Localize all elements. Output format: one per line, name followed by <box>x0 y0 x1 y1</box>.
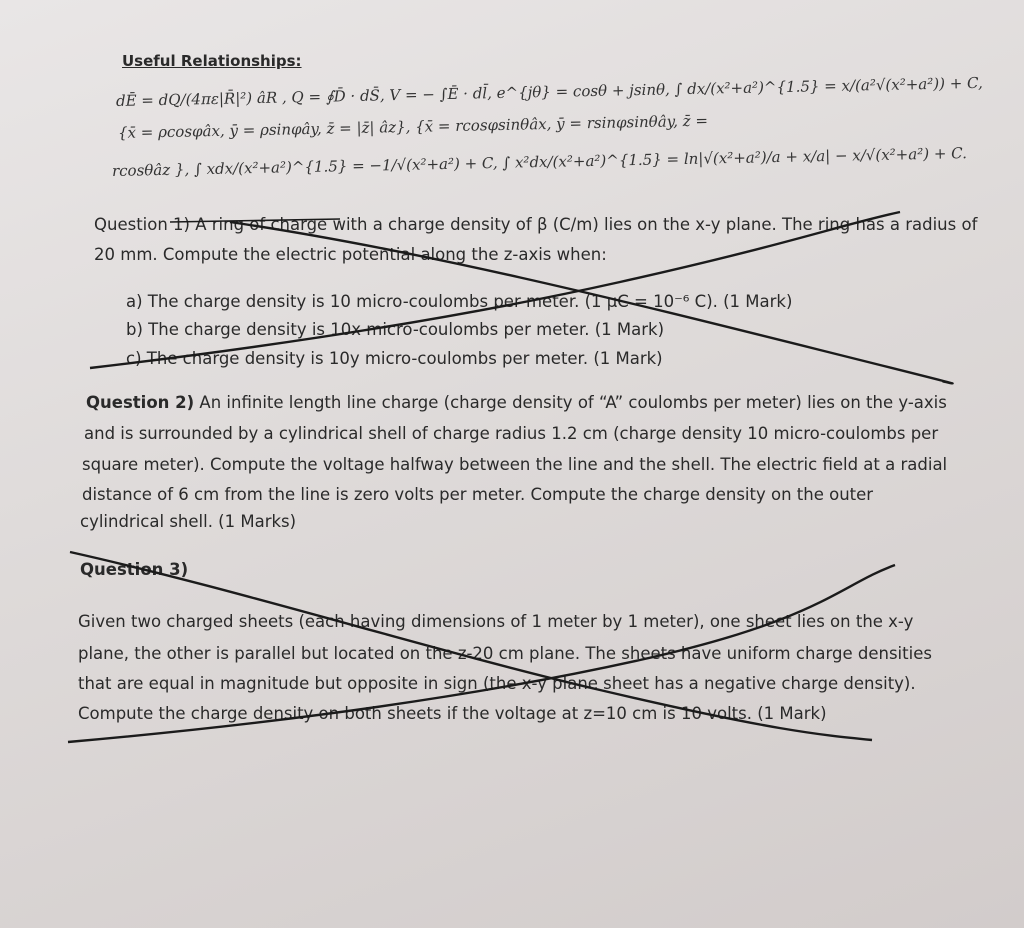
question-3-line-3: that are equal in magnitude but opposite in sign (the x-y plane sheet has a negative charge density). <box>78 674 916 693</box>
equation-line-3: rcosθâz }, ∫ xdx/(x²+a²)^{1.5} = −1/√(x²+a²) + C, ∫ x²dx/(x²+a²)^{1.5} = ln|√(x²+a²)/a + x/a| − x/√(x²+a²) + C. <box>111 144 968 180</box>
question-3-line-4: Compute the charge density on both sheets if the voltage at z=10 cm is 10 volts. (1 Mark) <box>78 704 827 723</box>
question-2-line-2: and is surrounded by a cylindrical shell of charge radius 1.2 cm (charge density 10 micro-coulombs per <box>84 424 939 443</box>
equation-line-2: {x̄ = ρcosφâx, ȳ = ρsinφây, z̄ = |z̄| âz}, {x̄ = rcosφsinθâx, ȳ = rsinφsinθây, z̄ = <box>117 111 709 142</box>
strike-q1-top <box>170 219 340 222</box>
question-2-line-3: square meter). Compute the voltage halfway between the line and the shell. The electric field at a radial <box>82 455 948 474</box>
question-2-label: Question 2) <box>86 393 195 412</box>
useful-relationships-heading: Useful Relationships: <box>122 52 302 70</box>
question-1-part-c: c) The charge density is 10y micro-coulombs per meter. (1 Mark) <box>126 349 663 368</box>
question-1-part-a: a) The charge density is 10 micro-coulombs per meter. (1 μC = 10⁻⁶ C). (1 Mark) <box>126 292 793 311</box>
strike-q3-descending <box>70 552 872 740</box>
strike-q3-ascending <box>68 565 895 742</box>
question-3-line-2: plane, the other is parallel but located on the z-20 cm plane. The sheets have uniform charge densities <box>78 644 932 663</box>
question-3-label: Question 3) <box>80 560 189 579</box>
question-2-line-4: distance of 6 cm from the line is zero volts per meter. Compute the charge density on the outer <box>82 485 874 504</box>
question-1-line-1: Question 1) A ring of charge with a charge density of β (C/m) lies on the x-y plane. The ring has a radius of <box>94 215 978 234</box>
strike-q1-descending <box>230 222 953 383</box>
question-2-line-1-text: An infinite length line charge (charge density of “A” coulombs per meter) lies on the y-axis <box>194 393 947 412</box>
question-2-line-5: cylindrical shell. (1 Marks) <box>80 512 297 531</box>
question-1-part-b: b) The charge density is 10x micro-coulombs per meter. (1 Mark) <box>126 320 665 339</box>
question-3-line-1: Given two charged sheets (each having dimensions of 1 meter by 1 meter), one sheet lies on the x-y <box>78 612 914 631</box>
question-1-line-2: 20 mm. Compute the electric potential along the z-axis when: <box>94 245 607 264</box>
equation-line-1: dĒ = dQ/(4πε|R̄|²) âR , Q = ∮D̄ · dS̄, V = − ∫Ē · dl̄, e^{jθ} = cosθ + jsinθ, ∫ dx/(x²+a²)^{1.5} = x/(a²√(x²+a²)) + C, <box>115 73 983 110</box>
strike-q1-ascending <box>90 212 900 368</box>
